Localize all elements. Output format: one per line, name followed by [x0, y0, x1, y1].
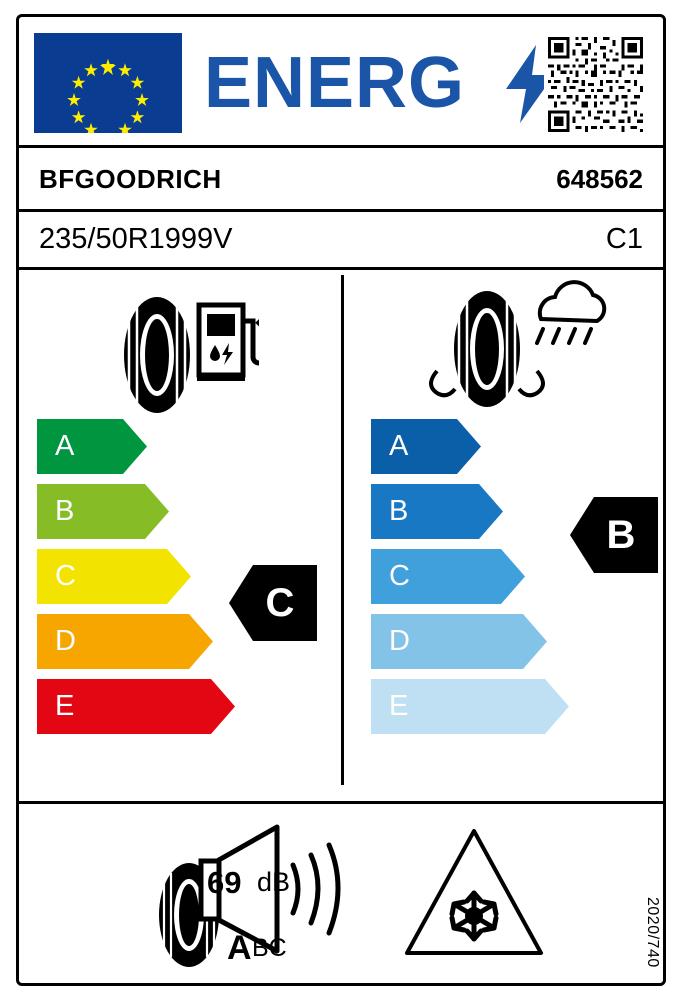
label-frame [16, 14, 666, 986]
pictogram-row [19, 277, 663, 427]
wet-grade-b: B [371, 484, 503, 539]
fuel-pump-icon [197, 305, 259, 381]
fuel-rating-marker: C [229, 565, 317, 641]
brand-name: BFGOODRICH [39, 163, 222, 194]
fuel-grade-c: C [37, 549, 191, 604]
noise-class: A [227, 929, 252, 967]
brand-code: 648562 [556, 163, 643, 194]
wet-rating-marker: B [570, 497, 658, 573]
wet-grip-pictogram [417, 279, 617, 424]
brand-row [19, 148, 663, 210]
tyre-size-row [19, 211, 663, 267]
wet-grade-c: C [371, 549, 525, 604]
wet-grade-d: D [371, 614, 547, 669]
snowflake-mountain-icon [399, 821, 549, 976]
tyre-class: C1 [605, 222, 643, 255]
list-item [37, 679, 327, 744]
qr-code-icon [544, 33, 647, 136]
label-date: 2020/740 [644, 897, 661, 968]
list-item [371, 419, 661, 484]
list-item [37, 484, 327, 549]
noise-class-rest: BC [252, 934, 287, 962]
list-item [371, 614, 661, 679]
wet-grade-e: E [371, 679, 569, 734]
list-item [371, 679, 661, 744]
eu-flag-icon [34, 33, 182, 133]
tyre-wet-icon [431, 291, 543, 407]
noise-db-value: 69 [207, 865, 242, 900]
wet-grade-a: A [371, 419, 481, 474]
tyre-icon [124, 297, 190, 413]
page-title: ENERG [204, 43, 466, 123]
list-item [37, 419, 327, 484]
fuel-grade-b: B [37, 484, 169, 539]
bottom-section [19, 803, 663, 986]
fuel-grade-e: E [37, 679, 235, 734]
fuel-grade-d: D [37, 614, 213, 669]
wet-grade-list [371, 419, 661, 744]
noise-db-unit: dB [257, 867, 291, 897]
label-header [19, 17, 663, 145]
main-section [19, 267, 663, 801]
rain-cloud-icon [537, 282, 604, 343]
fuel-grade-a: A [37, 419, 147, 474]
tyre-size: 235/50R1999V [39, 222, 233, 255]
noise-pictogram [141, 823, 371, 988]
fuel-efficiency-pictogram [99, 279, 259, 424]
